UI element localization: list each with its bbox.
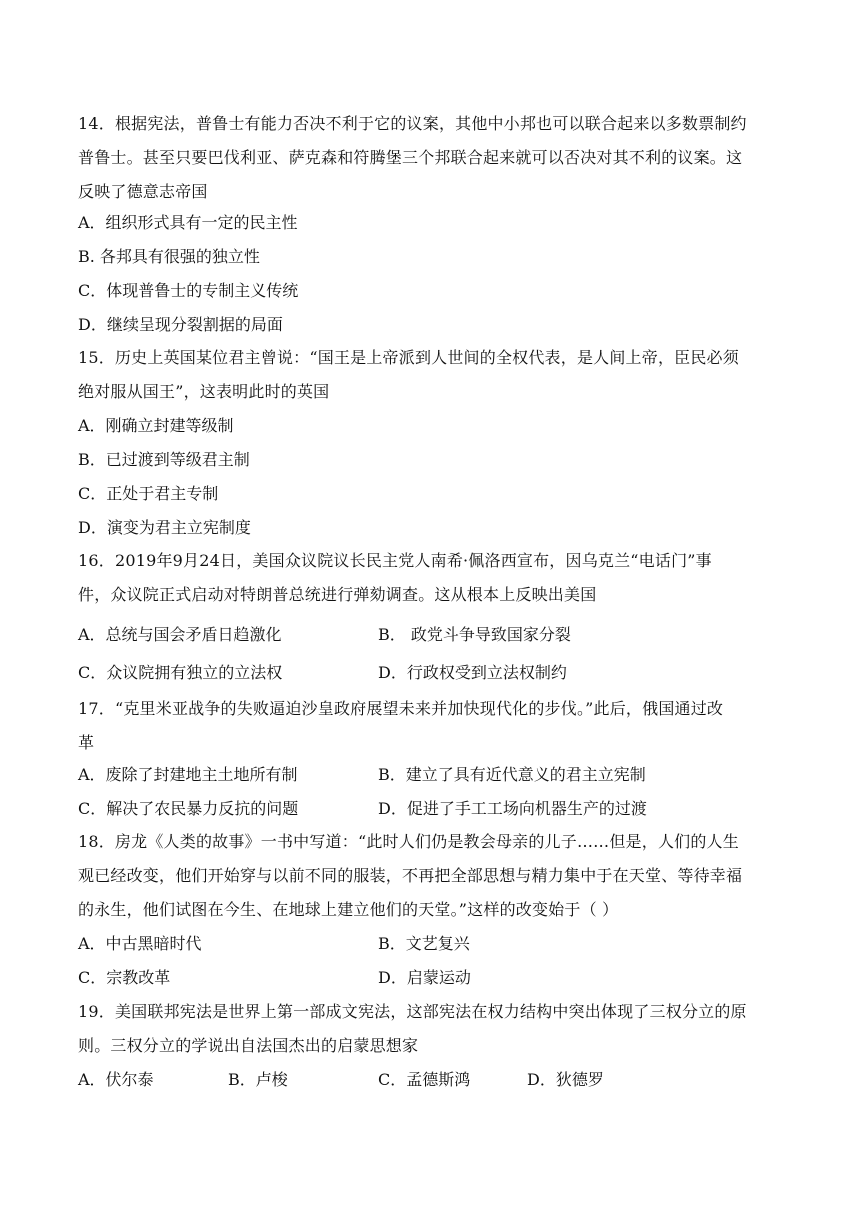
q15-option-a: A．刚确立封建等级制: [78, 416, 234, 435]
q19-option-d: D．狄德罗: [527, 1070, 604, 1089]
q18-line-2: 观已经改变，他们开始穿与以前不同的服装，不再把全部思想与精力集中于在天堂、等待幸福: [78, 866, 743, 885]
q15-line-1: 15．历史上英国某位君主曾说：“国王是上帝派到人世间的全权代表，是人间上帝，臣民必须: [78, 348, 739, 367]
q18-option-a: A．中古黑暗时代: [78, 934, 202, 953]
q18-option-b: B．文艺复兴: [378, 934, 470, 953]
q18-option-c: C．宗教改革: [78, 968, 171, 987]
q14-line-3: 反映了德意志帝国: [78, 182, 208, 201]
q15-line-2: 绝对服从国王”，这表明此时的英国: [78, 382, 330, 401]
q14-line-1: 14．根据宪法，普鲁士有能力否决不利于它的议案，其他中小邦也可以联合起来以多数票制约: [78, 114, 747, 133]
q16-line-2: 件，众议院正式启动对特朗普总统进行弹劾调查。这从根本上反映出美国: [78, 585, 597, 604]
q17-option-c: C．解决了农民暴力反抗的问题: [78, 799, 299, 818]
q18-option-d: D．启蒙运动: [378, 968, 471, 987]
q14-option-d: D．继续呈现分裂割据的局面: [78, 315, 283, 334]
q16-option-b: B． 政党斗争导致国家分裂: [378, 625, 571, 644]
q14-line-2: 普鲁士。甚至只要巴伐利亚、萨克森和符腾堡三个邦联合起来就可以否决对其不利的议案。这: [78, 148, 743, 167]
q15-option-c: C．正处于君主专制: [78, 484, 219, 503]
q17-option-a: A．废除了封建地主土地所有制: [78, 765, 298, 784]
q14-option-a: A．组织形式具有一定的民主性: [78, 213, 298, 232]
q14-option-b: B. 各邦具有很强的独立性: [78, 247, 260, 266]
q18-line-3: 的永生，他们试图在今生、在地球上建立他们的天堂。”这样的改变始于（ ）: [78, 900, 619, 919]
q19-option-a: A．伏尔泰: [78, 1070, 154, 1089]
q19-option-c: C．孟德斯鸿: [378, 1070, 471, 1089]
q18-line-1: 18．房龙《人类的故事》一书中写道：“此时人们仍是教会母亲的儿子……但是，人们的人生: [78, 832, 739, 851]
q17-option-b: B．建立了具有近代意义的君主立宪制: [378, 765, 646, 784]
q19-option-b: B．卢梭: [228, 1070, 288, 1089]
q17-line-1: 17．“克里米亚战争的失败逼迫沙皇政府展望未来并加快现代化的步伐。”此后，俄国通过改: [78, 699, 724, 718]
q17-option-d: D．促进了手工工场向机器生产的过渡: [378, 799, 647, 818]
q19-line-1: 19．美国联邦宪法是世界上第一部成文宪法，这部宪法在权力结构中突出体现了三权分立的原: [78, 1002, 747, 1021]
q15-option-d: D．演变为君主立宪制度: [78, 518, 251, 537]
q15-option-b: B．已过渡到等级君主制: [78, 450, 250, 469]
q16-option-a: A．总统与国会矛盾日趋激化: [78, 625, 282, 644]
q17-line-2: 革: [78, 733, 95, 752]
q19-line-2: 则。三权分立的学说出自法国杰出的启蒙思想家: [78, 1036, 419, 1055]
q14-option-c: C．体现普鲁士的专制主义传统: [78, 281, 299, 300]
q16-option-d: D．行政权受到立法权制约: [378, 663, 567, 682]
q16-option-c: C．众议院拥有独立的立法权: [78, 663, 283, 682]
q16-line-1: 16．2019年9月24日，美国众议院议长民主党人南希·佩洛西宣布，因乌克兰“电话门”事: [78, 551, 712, 570]
